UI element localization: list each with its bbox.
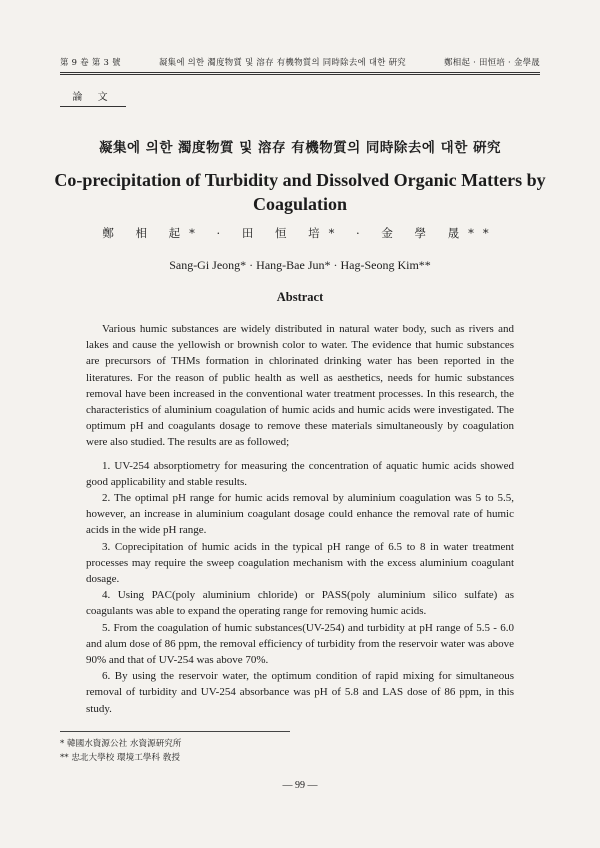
abstract-body — [86, 321, 514, 717]
footnotes — [60, 737, 181, 765]
abstract-heading: Abstract — [276, 290, 324, 304]
result-item: 5. From the coagulation of humic substances(UV-254) and turbidity at pH range of 5.5 - 6.0 and alum dose of 86 ppm, the removal efficiency of turbidity from the reservoir water was above 90% and that of UV-254 was above 70%. — [86, 621, 514, 667]
running-header-authors: 鄭相起 · 田恒培 · 金學晟 — [444, 57, 540, 67]
authors-english: Sang-Gi Jeong* · Hang-Bae Jun* · Hag-Seong Kim** — [169, 258, 431, 272]
result-item: 4. Using PAC(poly aluminium chloride) or PASS(poly aluminium silico sulfate) as coagulants was able to expand the operating range for removing humic acids. — [86, 589, 514, 618]
results-list — [86, 458, 514, 717]
page-number: — 99 — — [282, 780, 318, 791]
authors-korean: 鄭 相 起* · 田 恒 培* · 金 學 晟** — [102, 226, 498, 240]
running-header — [60, 56, 540, 68]
running-header-title: 凝集에 의한 濁度物質 및 溶存 有機物質의 同時除去에 대한 硏究 — [158, 57, 406, 67]
header-rule-double — [60, 74, 540, 75]
abstract-intro: Various humic substances are widely distributed in natural water body, such as rivers and lakes and cause the yellowish or brownish color to water. The evidence that humic substances are precursors of THMs formation in chlorinated drinking water has been reported in the literatures. For the reason of public health as well as aesthetics, needs for humic substances removal have been increased in the conventional water treatment processes. In this research, the characteristics of aluminium coagulation of humic acids and humic acids were investigated. The optimum pH and coagulants dosage to remove these materials simultaneously by coagulation were also studied. The results are as followed; — [86, 323, 514, 449]
result-item: 1. UV-254 absorptiometry for measuring the concentration of aquatic humic acids showed good applicability and stable results. — [86, 459, 514, 488]
section-label: 論 文 — [60, 88, 126, 107]
footnote-affiliation-1: * 韓國水資源公社 水資源硏究所 — [60, 739, 182, 749]
footnote-rule — [60, 731, 290, 732]
header-rule — [60, 72, 540, 73]
result-item: 2. The optimal pH range for humic acids removal by aluminium coagulation was 5 to 5.5, however, an increase in aluminium coagulant dosage could enhance the removal rate of humic acids in the wide pH range. — [86, 492, 514, 537]
result-item: 6. By using the reservoir water, the optimum condition of rapid mixing for simultaneous removal of turbidity and UV-254 absorbance was pH of 5.8 and LAS dose of 86 ppm, in this study. — [86, 670, 514, 715]
running-header-volume: 第 9 卷 第 3 號 — [60, 57, 121, 67]
title-english: Co-precipitation of Turbidity and Dissolved Organic Matters by Coagulation — [54, 170, 546, 214]
title-korean: 凝集에 의한 濁度物質 및 溶存 有機物質의 同時除去에 대한 硏究 — [99, 140, 501, 156]
footnote-affiliation-2: ** 忠北大學校 環境工學科 敎授 — [60, 753, 180, 763]
result-item: 3. Coprecipitation of humic acids in the typical pH range of 6.5 to 8 in water treatment processes may require the sweep coagulation mechanism with the excess aluminium coagulant dosage. — [86, 540, 514, 586]
